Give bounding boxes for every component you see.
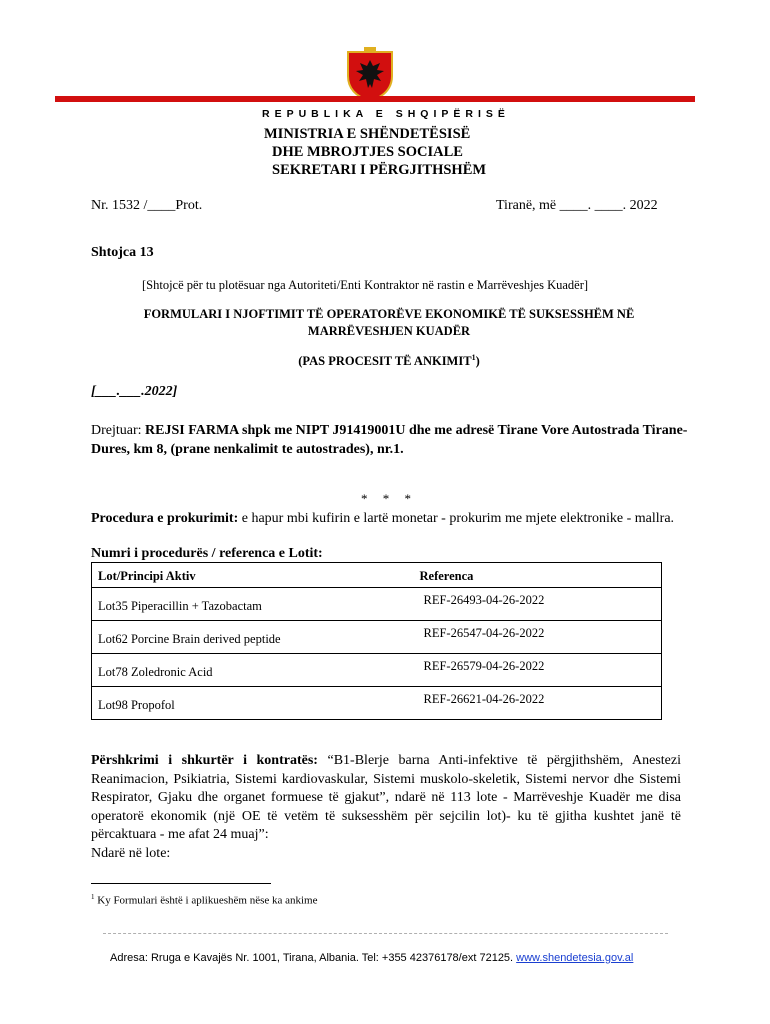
table-row — [92, 621, 662, 654]
footer-address — [110, 952, 633, 964]
website-link[interactable]: www.shendetesia.gov.al — [516, 952, 634, 964]
table-row — [92, 654, 662, 687]
date-placeholder: [___.___.2022] — [91, 384, 178, 399]
footnote-text: Ky Formulari është i aplikueshëm nëse ka ankime — [94, 894, 318, 907]
reference-cell: REF-26547-04-26-2022 — [414, 621, 662, 654]
procedure-value: e hapur mbi kufirin e lartë monetar - prokurim me mjete elektronike - mallra. — [238, 511, 675, 526]
lot-cell: Lot35 Piperacillin + Tazobactam — [92, 588, 414, 621]
footnote-divider — [91, 883, 271, 884]
table-row — [92, 687, 662, 720]
procedure-number-label: Numri i procedurës / referenca e Lotit: — [91, 546, 323, 561]
lots-division-label: Ndarë në lote: — [91, 845, 171, 861]
reference-cell: REF-26621-04-26-2022 — [414, 687, 662, 720]
procedure-paragraph — [91, 510, 691, 528]
addressee-value: REJSI FARMA shpk me NIPT J91419001U dhe me adresë Tirane Vore Autostrada Tirane-Dures, km 8, (prane nenkalimit te autostrades), nr.1. — [91, 423, 688, 457]
reference-cell: REF-26579-04-26-2022 — [414, 654, 662, 687]
annex-note: [Shtojcë për tu plotësuar nga Autoriteti/Enti Kontraktor në rastin e Marrëveshjes Kuadër] — [142, 278, 589, 292]
addressee-label: Drejtuar: — [91, 423, 146, 438]
section-separator: * * * — [361, 491, 417, 506]
header-red-bar — [55, 96, 695, 102]
footnote — [91, 893, 318, 907]
subtitle-footnote-ref: 1 — [471, 353, 476, 362]
annex-title: Shtojca 13 — [91, 245, 154, 260]
form-title: FORMULARI I NJOFTIMIT TË OPERATORËVE EKONOMIKË TË SUKSESSHËM NË MARRËVESHJEN KUADËR — [143, 307, 635, 338]
header-reference: Referenca — [414, 563, 662, 588]
form-subtitle — [91, 353, 687, 369]
place-date: Tiranë, më ____. ____. 2022 — [496, 198, 658, 213]
lots-table — [91, 562, 662, 720]
lot-cell: Lot62 Porcine Brain derived peptide — [92, 621, 414, 654]
header-lot: Lot/Principi Aktiv — [92, 563, 414, 588]
ministry-line-1: MINISTRIA E SHËNDETËSISË — [264, 126, 471, 142]
contract-description-value: “B1-Blerje barna Anti-infektive të përgjithshëm, Anestezi Reanimacion, Psikiatria, Sistemi kardiovaskular, Sistemi muskolo-skeletik, Sistemi nervor dhe Sistemi Respirator, Gjaku dhe organet formuese të gjakut”, ndarë në 113 lote - Marrëveshje Kuadër me disa operatorë ekonomik (një OE të vetëm të suksesshëm për sejcilin lot)- ku të gjitha kushtet janë të përcaktuara - me afat 24 muaj”: — [91, 753, 681, 842]
table-header-row — [92, 563, 662, 588]
contract-description — [91, 752, 681, 863]
reference-cell: REF-26493-04-26-2022 — [414, 588, 662, 621]
ministry-line-2: DHE MBROJTJES SOCIALE — [272, 144, 463, 160]
lot-cell: Lot98 Propofol — [92, 687, 414, 720]
footer-divider — [103, 933, 668, 934]
lot-cell: Lot78 Zoledronic Acid — [92, 654, 414, 687]
coat-of-arms-icon — [344, 46, 396, 102]
republic-name: REPUBLIKA E SHQIPËRISË — [262, 108, 510, 120]
subtitle-close: ) — [475, 354, 480, 369]
sekretari-title: SEKRETARI I PËRGJITHSHËM — [272, 162, 487, 178]
address-text: Adresa: Rruga e Kavajës Nr. 1001, Tirana, Albania. Tel: +355 42376178/ext 72125. — [110, 952, 517, 964]
footnote-number: 1 — [91, 893, 95, 901]
addressee-paragraph — [91, 421, 691, 459]
procedure-label: Procedura e prokurimit: — [91, 511, 239, 526]
protocol-number: Nr. 1532 /____Prot. — [91, 198, 203, 213]
contract-description-label: Përshkrimi i shkurtër i kontratës: — [91, 753, 318, 768]
subtitle-text: (PAS PROCESIT TË ANKIMIT — [298, 354, 472, 369]
table-row — [92, 588, 662, 621]
ministry-name — [264, 125, 470, 161]
